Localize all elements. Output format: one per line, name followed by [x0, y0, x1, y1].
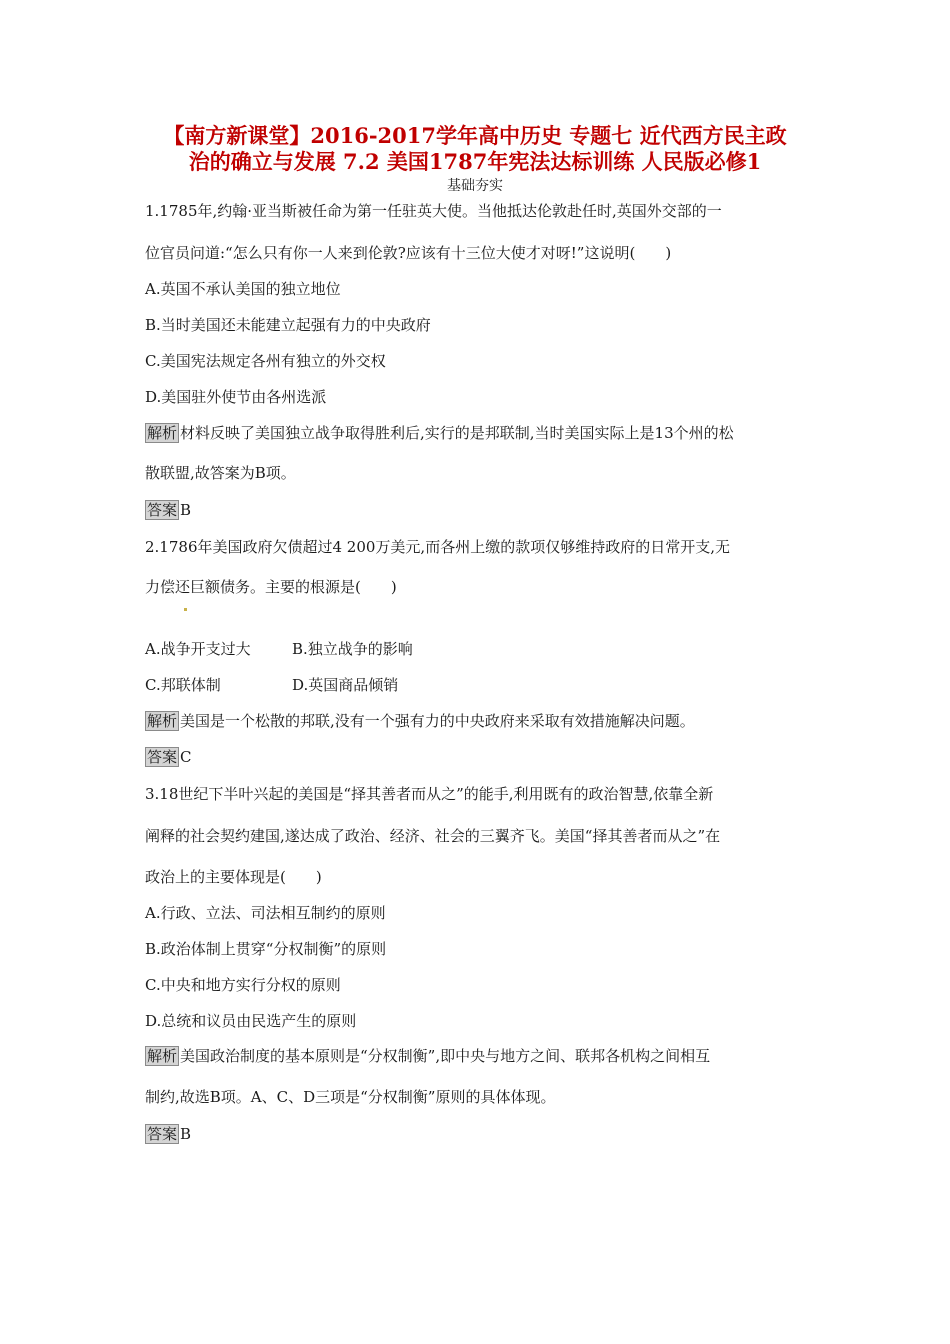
- question-1-option-d: D.美国驻外使节由各州选派: [145, 388, 327, 406]
- question-3-option-c: C.中央和地方实行分权的原则: [145, 976, 341, 994]
- question-2-answer: [145, 747, 192, 767]
- answer-value: B: [180, 1125, 192, 1143]
- question-3-stem-line-1: 3.18世纪下半叶兴起的美国是“择其善者而从之”的能手,利用既有的政治智慧,依靠全新: [145, 785, 714, 803]
- question-3-answer: [145, 1124, 191, 1144]
- question-3-option-a: A.行政、立法、司法相互制约的原则: [145, 904, 386, 922]
- question-3-stem-line-3: 政治上的主要体现是( ): [145, 868, 322, 886]
- analysis-text: 美国是一个松散的邦联,没有一个强有力的中央政府来采取有效措施解决问题。: [180, 712, 695, 730]
- answer-tag: 答案: [147, 748, 178, 766]
- section-heading: 基础夯实: [447, 178, 503, 194]
- analysis-tag: 解析: [147, 1047, 178, 1065]
- document-title-line-2: 治的确立与发展 7.2 美国1787年宪法达标训练 人民版必修1: [188, 149, 762, 174]
- question-1-option-a: A.英国不承认美国的独立地位: [145, 280, 341, 298]
- question-1-stem-line-2: 位官员问道:“怎么只有你一人来到伦敦?应该有十三位大使才对呀!”这说明( ): [145, 244, 672, 262]
- analysis-tag: 解析: [147, 712, 178, 730]
- question-1-analysis-line-1: [145, 423, 734, 443]
- question-2-stem-line-1: 2.1786年美国政府欠债超过4 200万美元,而各州上缴的款项仅够维持政府的日常开支,无: [145, 538, 730, 556]
- document-title-line-1: 【南方新课堂】2016-2017学年高中历史 专题七 近代西方民主政: [163, 123, 787, 148]
- question-3-option-d: D.总统和议员由民选产生的原则: [145, 1012, 357, 1030]
- answer-tag: 答案: [147, 501, 178, 519]
- question-2-stem-line-2: 力偿还巨额债务。主要的根源是( ): [145, 578, 397, 596]
- analysis-text: 美国政治制度的基本原则是“分权制衡”,即中央与地方之间、联邦各机构之间相互: [180, 1047, 711, 1065]
- question-2-option-c: C.邦联体制: [145, 676, 221, 694]
- question-1-option-c: C.美国宪法规定各州有独立的外交权: [145, 352, 386, 370]
- question-3-stem-line-2: 阐释的社会契约建国,遂达成了政治、经济、社会的三翼齐飞。美国“择其善者而从之”在: [145, 827, 721, 845]
- question-3-analysis-line-2: 制约,故选B项。A、C、D三项是“分权制衡”原则的具体体现。: [145, 1088, 556, 1106]
- answer-value: C: [180, 748, 192, 766]
- question-2-option-b: B.独立战争的影响: [292, 640, 413, 658]
- question-1-answer: [145, 500, 191, 520]
- question-1-option-b: B.当时美国还未能建立起强有力的中央政府: [145, 316, 431, 334]
- question-3-option-b: B.政治体制上贯穿“分权制衡”的原则: [145, 940, 387, 958]
- question-1-analysis-line-2: 散联盟,故答案为B项。: [145, 464, 296, 482]
- analysis-tag: 解析: [147, 424, 178, 442]
- question-2-analysis-line-1: [145, 711, 695, 731]
- question-2-option-a: A.战争开支过大: [145, 640, 251, 658]
- question-3-analysis-line-1: [145, 1046, 710, 1066]
- question-1-stem-line-1: 1.1785年,约翰·亚当斯被任命为第一任驻英大使。当他抵达伦敦赴任时,英国外交部的一: [145, 202, 722, 220]
- analysis-text: 材料反映了美国独立战争取得胜利后,实行的是邦联制,当时美国实际上是13个州的松: [180, 424, 734, 442]
- stray-mark: [184, 608, 187, 611]
- answer-value: B: [180, 501, 192, 519]
- question-2-option-d: D.英国商品倾销: [292, 676, 399, 694]
- answer-tag: 答案: [147, 1125, 178, 1143]
